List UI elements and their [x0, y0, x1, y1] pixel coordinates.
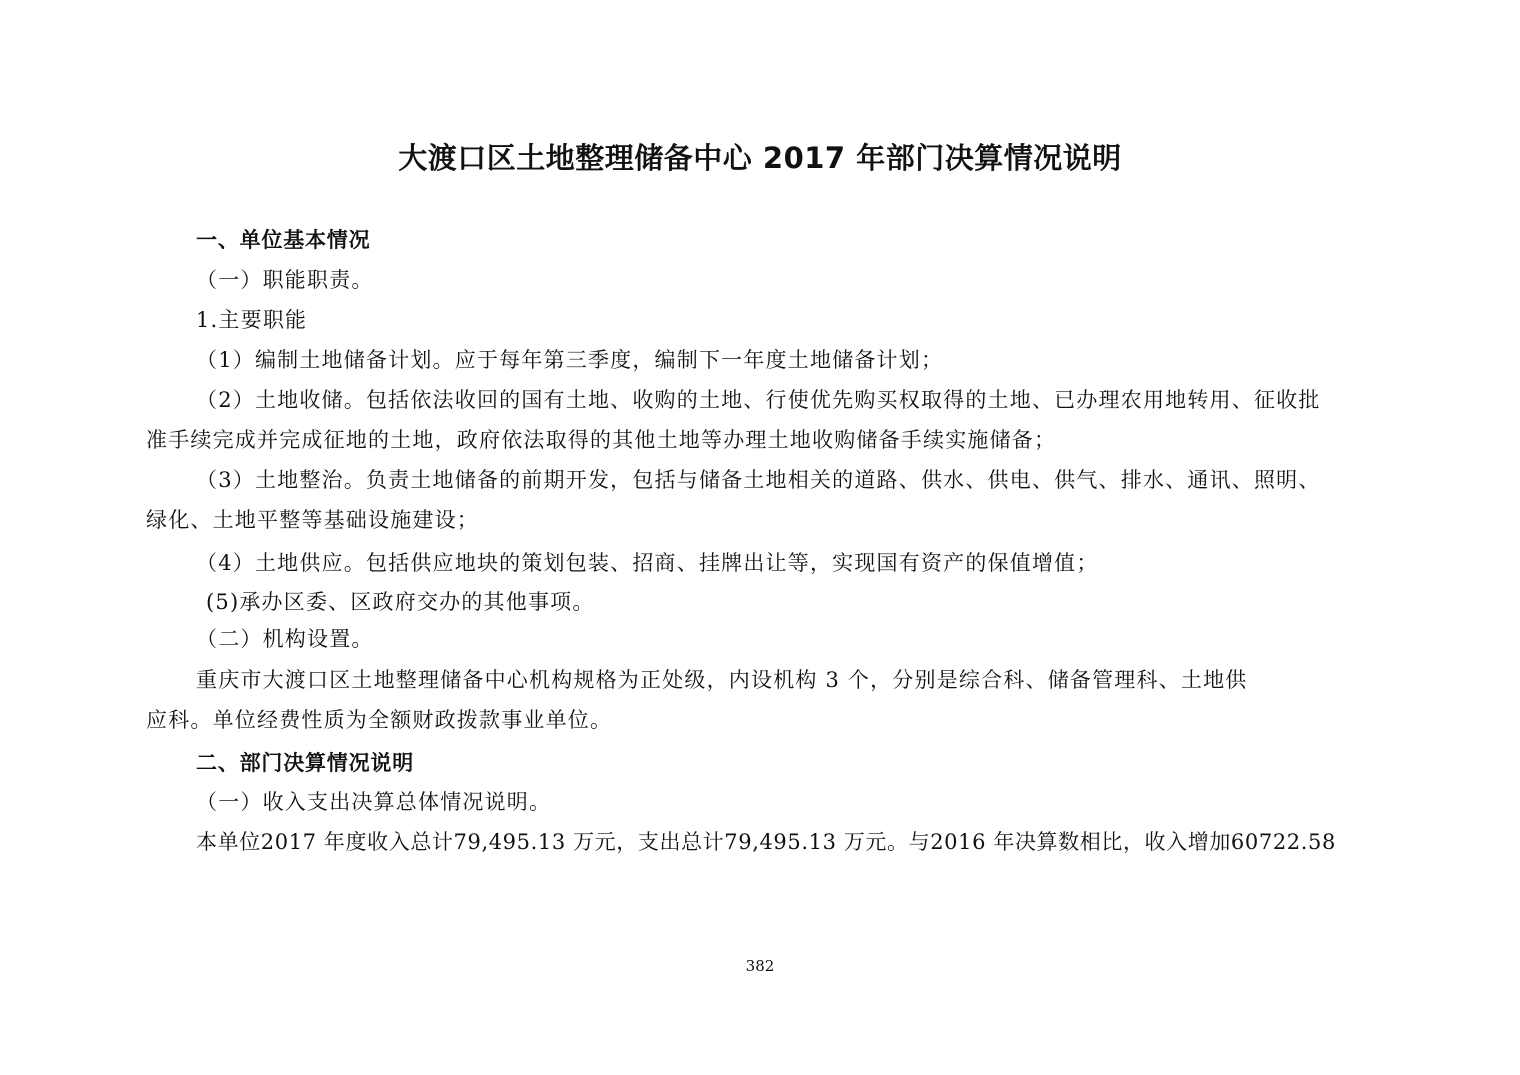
- function-item-2-line1: （2）土地收储。包括依法收回的国有土地、收购的土地、行使优先购买权取得的土地、已办理农用地转用、征收批: [196, 388, 1321, 412]
- function-item-1: （1）编制土地储备计划。应于每年第三季度，编制下一年度土地储备计划；: [196, 348, 944, 372]
- function-item-3-line2: 绿化、土地平整等基础设施建设；: [146, 508, 479, 532]
- function-item-5: (5)承办区委、区政府交办的其他事项。: [206, 590, 595, 614]
- section2-sub1-heading: （一）收入支出决算总体情况说明。: [196, 790, 552, 814]
- summary-paragraph-line1: 本单位2017 年度收入总计79,495.13 万元，支出总计79,495.13 万元。与2016 年决算数相比，收入增加60722.58: [196, 830, 1336, 854]
- main-functions-heading: 1.主要职能: [196, 308, 308, 332]
- org-paragraph-line1: 重庆市大渡口区土地整理储备中心机构规格为正处级，内设机构 3 个，分别是综合科、储备管理科、土地供: [196, 668, 1248, 692]
- function-item-3-line1: （3）土地整治。负责土地储备的前期开发，包括与储备土地相关的道路、供水、供电、供气、排水、通讯、照明、: [196, 468, 1321, 492]
- function-item-4: （4）土地供应。包括供应地块的策划包装、招商、挂牌出让等，实现国有资产的保值增值；: [196, 551, 1099, 575]
- section1-sub1-heading: （一）职能职责。: [196, 268, 374, 292]
- org-paragraph-line2: 应科。单位经费性质为全额财政拨款事业单位。: [146, 708, 613, 732]
- section1-heading: 一、单位基本情况: [196, 228, 371, 252]
- section1-sub2-heading: （二）机构设置。: [196, 627, 374, 651]
- function-item-2-line2: 准手续完成并完成征地的土地，政府依法取得的其他土地等办理土地收购储备手续实施储备；: [146, 428, 1057, 452]
- document-title: 大渡口区土地整理储备中心 2017 年部门决算情况说明: [398, 141, 1122, 175]
- page-number: 382: [745, 957, 775, 975]
- section2-heading: 二、部门决算情况说明: [196, 751, 414, 775]
